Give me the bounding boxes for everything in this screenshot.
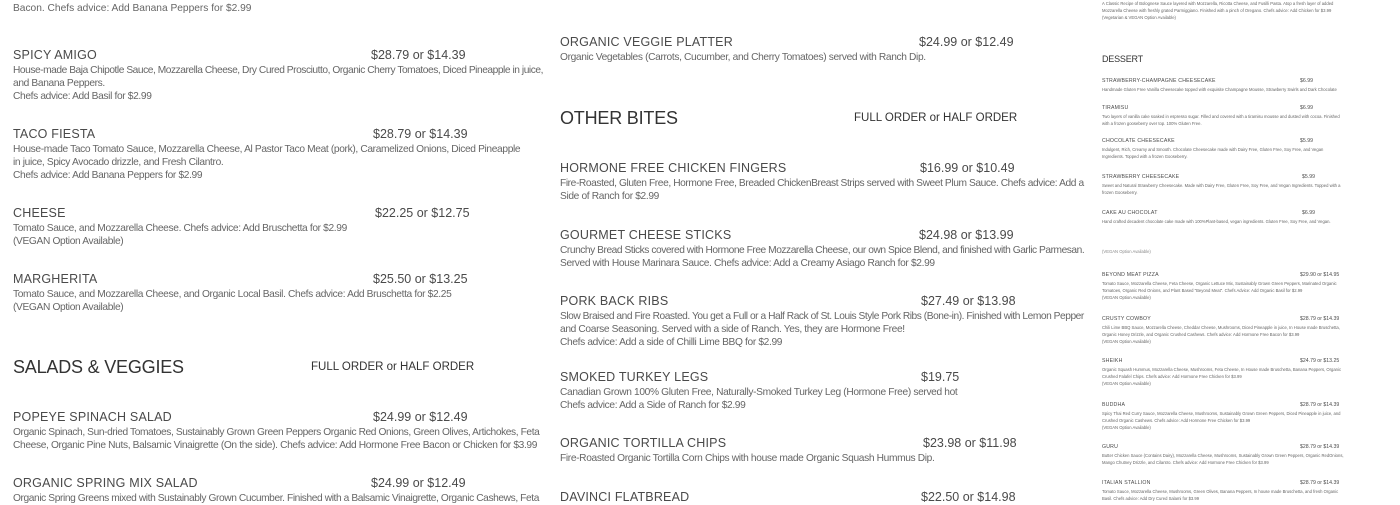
- item-description-fragment: [1102, 0, 1333, 21]
- description-line: Organic Spinach, Sun-dried Tomatoes, Sustainably Grown Green Peppers Organic Red Onions, Green Olives, Artichokes, Feta: [13, 427, 540, 438]
- description-line: Fire-Roasted Organic Tortilla Corn Chips with house made Organic Squash Hummus Dip.: [560, 453, 935, 464]
- item-name: CHOCOLATE CHEESECAKE: [1102, 138, 1175, 144]
- item-price: $29.90 or $14.95: [1300, 272, 1340, 278]
- description-line: (VEGAN Option Available): [13, 236, 124, 247]
- description-line: Chefs advice: Add Basil for $2.99: [13, 91, 152, 102]
- item-price: $16.99 or $10.49: [920, 161, 1015, 175]
- description-line: (VEGAN Option Available): [1102, 425, 1151, 430]
- item-description: [1102, 324, 1340, 345]
- item-name: SHEIKH: [1102, 358, 1123, 364]
- item-price: $24.99 or $12.49: [373, 410, 468, 424]
- item-name: ORGANIC VEGGIE PLATTER: [560, 35, 733, 49]
- description-line: frozen Gooseberry.: [1102, 190, 1138, 195]
- item-name: CAKE AU CHOCOLAT: [1102, 210, 1158, 216]
- description-line: (Vegetarian & VEGAN Option Available): [1102, 15, 1176, 20]
- description-line: Side of Ranch for $2.99: [560, 191, 659, 202]
- section-heading: DESSERT: [1102, 54, 1143, 64]
- item-description: [560, 386, 957, 412]
- item-price: $5.99: [1300, 138, 1313, 144]
- item-description: [560, 452, 934, 465]
- item-price: $24.79 or $13.25: [1300, 358, 1340, 364]
- description-line: (VEGAN Option Available): [13, 302, 124, 313]
- item-name: BEYOND MEAT PIZZA: [1102, 272, 1159, 278]
- item-description: [1102, 113, 1340, 127]
- description-line: Cheese, Organic Pine Nuts, Balsamic Vinaigrette (On the side). Chefs advice: Add Hormone Free Bacon or Chicken for $3.99: [13, 440, 538, 451]
- section-subheading: FULL ORDER or HALF ORDER: [311, 361, 475, 373]
- description-line: Tomato Sauce, and Mozzarella Cheese. Chefs advice: Add Bruschetta for $2.99: [13, 223, 347, 234]
- item-price: $19.75: [921, 370, 960, 384]
- item-name: ITALIAN STALLION: [1102, 480, 1151, 486]
- description-line: Tomato Sauce, Mozzarella Cheese, Mushrooms, Green Olives, Banana Peppers, In house made Bruschetta, and fresh Organic: [1102, 489, 1339, 494]
- description-line: A Classic Recipe of Bolognese Sauce layered with Mozzarella, Ricotta Cheese, and Fusilli Pasta. Atop a fresh layer of added: [1102, 1, 1334, 6]
- description-line: Mozzarella Cheese with freshly grated Parmiggiano. Finished with a pinch of Oregano. Chefs advice: Add Chicken for $3.99: [1102, 8, 1332, 13]
- section-subheading: FULL ORDER or HALF ORDER: [854, 112, 1018, 124]
- item-description: [13, 143, 520, 182]
- item-name: ORGANIC SPRING MIX SALAD: [13, 476, 198, 490]
- item-price: $28.79 or $14.39: [373, 127, 468, 141]
- description-line: Tomatoes, Organic Red Onions, and Plant Based "Beyond Meat". Chefs Advice: Add Organic Basil for $2.99: [1102, 288, 1303, 293]
- item-description: [560, 177, 1084, 203]
- section-heading: SALADS & VEGGIES: [13, 357, 184, 377]
- description-line: Organic Vegetables (Carrots, Cucumber, and Cherry Tomatoes) served with Ranch Dip.: [560, 52, 926, 63]
- item-name: ORGANIC TORTILLA CHIPS: [560, 436, 727, 450]
- item-name: GURU: [1102, 444, 1119, 450]
- description-line: Chili Lime BBQ Sauce, Mozzarella Cheese, Cheddar Cheese, Mushrooms, Diced Pineapple in juice, In House made Bruschetta,: [1102, 325, 1340, 330]
- description-line: Handmade Gluten Free Vanilla Cheesecake topped with exquisite Champagne Mousse, Strawberry Swirls and Dark Chocolate: [1102, 87, 1337, 92]
- item-description: [1102, 218, 1331, 225]
- item-name: DAVINCI FLATBREAD: [560, 490, 690, 504]
- item-description: [1102, 86, 1337, 93]
- description-line: Organic Honey Drizzle, and Organic Crushed Cashews. Chefs advice: Add Hormone Free Bacon for $3.99: [1102, 332, 1300, 337]
- description-line: Indulgent, Rich, Creamy and Smooth. Chocolate Cheesecake made with Dairy Free, Gluten Free, Soy Free, and Vegan: [1102, 147, 1324, 152]
- description-line: Fire-Roasted, Gluten Free, Hormone Free, Breaded ChickenBreast Strips served with Sweet Plum Sauce. Chefs advice: Add a: [560, 178, 1084, 189]
- description-line: (VEGAN Option Available): [1102, 381, 1151, 386]
- description-line: Tomato Sauce, Mozzarella Cheese, Feta Cheese, Organic Lettuce Mix, Sustainably Grown Green Peppers, Marinated Organic: [1102, 281, 1337, 286]
- item-price: $6.99: [1300, 105, 1313, 111]
- item-name: PORK BACK RIBS: [560, 294, 669, 308]
- item-description-fragment: Bacon. Chefs advice: Add Banana Peppers for $2.99: [13, 3, 252, 14]
- description-line: Sweet and Natural Strawberry Cheesecake. Made with Dairy Free, Gluten Free, Soy Free, and Vegan Ingredients. Topped with a: [1102, 183, 1341, 188]
- item-name: STRAWBERRY CHEESECAKE: [1102, 174, 1180, 180]
- description-line: House-made Taco Tomato Sauce, Mozzarella Cheese, Al Pastor Taco Meat (pork), Caramelized Onions, Diced Pineapple: [13, 144, 521, 155]
- item-name: GOURMET CHEESE STICKS: [560, 228, 732, 242]
- item-name: TIRAMISU: [1102, 105, 1129, 111]
- description-line: Two layers of vanilla cake soaked in espresso sugar. Filled and covered with a tiramisu mousse and dusted with cocoa. Finished: [1102, 114, 1340, 119]
- section-heading: OTHER BITES: [560, 108, 678, 128]
- item-price: $28.79 or $14.39: [371, 48, 466, 62]
- item-price: $22.50 or $14.98: [921, 490, 1016, 504]
- item-description: [1102, 146, 1323, 160]
- item-price: $5.99: [1302, 174, 1315, 180]
- description-line: (VEGAN Option Available): [1102, 339, 1151, 344]
- item-name: STRAWBERRY-CHAMPAGNE CHEESECAKE: [1102, 78, 1216, 84]
- item-price: $6.99: [1300, 78, 1313, 84]
- description-line: Ingredients. Topped with a frozen Gooseberry.: [1102, 154, 1188, 159]
- item-price: $24.99 or $12.49: [919, 35, 1014, 49]
- item-price: $22.25 or $12.75: [375, 206, 470, 220]
- description-line: Chefs advice: Add a side of Chilli Lime BBQ for $2.99: [560, 337, 783, 348]
- item-price: $6.99: [1302, 210, 1315, 216]
- description-line: Crushed Falafel Chips. Chefs advice: Add Hormone Free Chicken for $3.99: [1102, 374, 1242, 379]
- description-line: with a frozen gooseberry over top. 100% Gluten Free.: [1102, 121, 1202, 126]
- description-line: Served with House Marinara Sauce. Chefs advice: Add a Creamy Asiago Ranch for $2.99: [560, 258, 935, 269]
- item-price: $28.79 or $14.39: [1300, 316, 1340, 322]
- description-line: Chefs advice: Add Banana Peppers for $2.99: [13, 170, 203, 181]
- item-price: $28.79 or $14.39: [1300, 402, 1340, 408]
- item-description: [13, 64, 543, 103]
- item-name: POPEYE SPINACH SALAD: [13, 410, 172, 424]
- description-line: Tomato Sauce, and Mozzarella Cheese, and Organic Local Basil. Chefs advice: Add Bruschetta for $2.25: [13, 289, 452, 300]
- item-description: [1102, 410, 1341, 431]
- description-line: Canadian Grown 100% Gluten Free, Naturally-Smoked Turkey Leg (Hormone Free) served hot: [560, 387, 958, 398]
- item-description: [560, 51, 926, 64]
- item-price: $24.99 or $12.49: [371, 476, 466, 490]
- description-line: Mango Chutney Drizzle, and Cilantro. Chefs advice: Add Hormone Free Chicken for $3.99: [1102, 460, 1269, 465]
- description-line: Crunchy Bread Sticks covered with Hormone Free Mozzarella Cheese, our own Spice Blend, and finished with Garlic Parmesan.: [560, 245, 1085, 256]
- item-name: CHEESE: [13, 206, 66, 220]
- description-line: Butter Chicken Sauce (Contains Dairy), Mozzarella Cheese, Mushrooms, Sustainably Grown Green Peppers, Organic RedOnions,: [1102, 453, 1344, 458]
- item-name: CRUSTY COWBOY: [1102, 316, 1151, 322]
- item-name: HORMONE FREE CHICKEN FINGERS: [560, 161, 787, 175]
- item-price: $28.79 or $14.39: [1300, 444, 1340, 450]
- description-line: Chefs advice: Add a Side of Ranch for $2.99: [560, 400, 746, 411]
- item-description: [560, 310, 1084, 349]
- description-line: Basil. Chefs advice: Add Dry Cured Salami for $3.99: [1102, 496, 1200, 501]
- item-name: MARGHERITA: [13, 272, 98, 286]
- item-price: $25.50 or $13.25: [373, 272, 468, 286]
- description-line: Slow Braised and Fire Roasted. You get a Full or a Half Rack of St. Louis Style Pork Ribs (Bone-in). Finished with Lemon Pepper: [560, 311, 1084, 322]
- item-description: [1102, 182, 1341, 196]
- item-description: [1102, 280, 1337, 301]
- description-line: House-made Baja Chipotle Sauce, Mozzarella Cheese, Dry Cured Prosciutto, Organic Cherry Tomatoes, Diced Pineapple in juice,: [13, 65, 543, 76]
- item-price: $23.98 or $11.98: [923, 436, 1017, 450]
- partial-description-line: (VEGAN Option Available): [1102, 249, 1151, 254]
- description-line: Hand crafted decadent chocolate cake made with 100%Plant-based, vegan ingredients. Gluten Free, Soy Free, and Vegan.: [1102, 219, 1331, 224]
- description-line: Spicy Thai Red Curry Sauce, Mozzarella Cheese, Mushrooms, Sustainably Grown Green Peppers, Diced Pineapple in juice, and: [1102, 411, 1341, 416]
- description-line: and Banana Peppers.: [13, 78, 105, 89]
- description-line: (VEGAN Option Available): [1102, 295, 1151, 300]
- item-description: [1102, 452, 1344, 466]
- item-name: SMOKED TURKEY LEGS: [560, 370, 709, 384]
- item-name: SPICY AMIGO: [13, 48, 97, 62]
- description-line: in juice, Spicy Avocado drizzle, and Fresh Cilantro.: [13, 157, 224, 168]
- description-line: Organic Spring Greens mixed with Sustainably Grown Cucumber. Finished with a Balsamic Vinaigrette, Organic Cashews, Feta: [13, 493, 539, 504]
- item-description: [13, 222, 347, 248]
- item-description: [13, 288, 451, 314]
- description-line: Organic Squash Hummus, Mozzarella Cheese, Mushrooms, Feta Cheese, In House made Bruschetta, Banana Peppers, Organic: [1102, 367, 1342, 372]
- item-description: [13, 492, 539, 505]
- item-description: [1102, 366, 1341, 387]
- item-price: $27.49 or $13.98: [921, 294, 1016, 308]
- item-description: [13, 426, 539, 452]
- item-name: TACO FIESTA: [13, 127, 96, 141]
- item-name: BUDDHA: [1102, 402, 1126, 408]
- description-line: Crushed Organic Cashews. Chefs advice: Add Hormone Free Chicken for $3.99: [1102, 418, 1251, 423]
- item-description: [560, 244, 1084, 270]
- item-price: $28.79 or $14.39: [1300, 480, 1340, 486]
- item-price: $24.98 or $13.99: [919, 228, 1014, 242]
- description-line: and Coarse Seasoning. Served with a side of Ranch. Yes, they are Hormone Free!: [560, 324, 905, 335]
